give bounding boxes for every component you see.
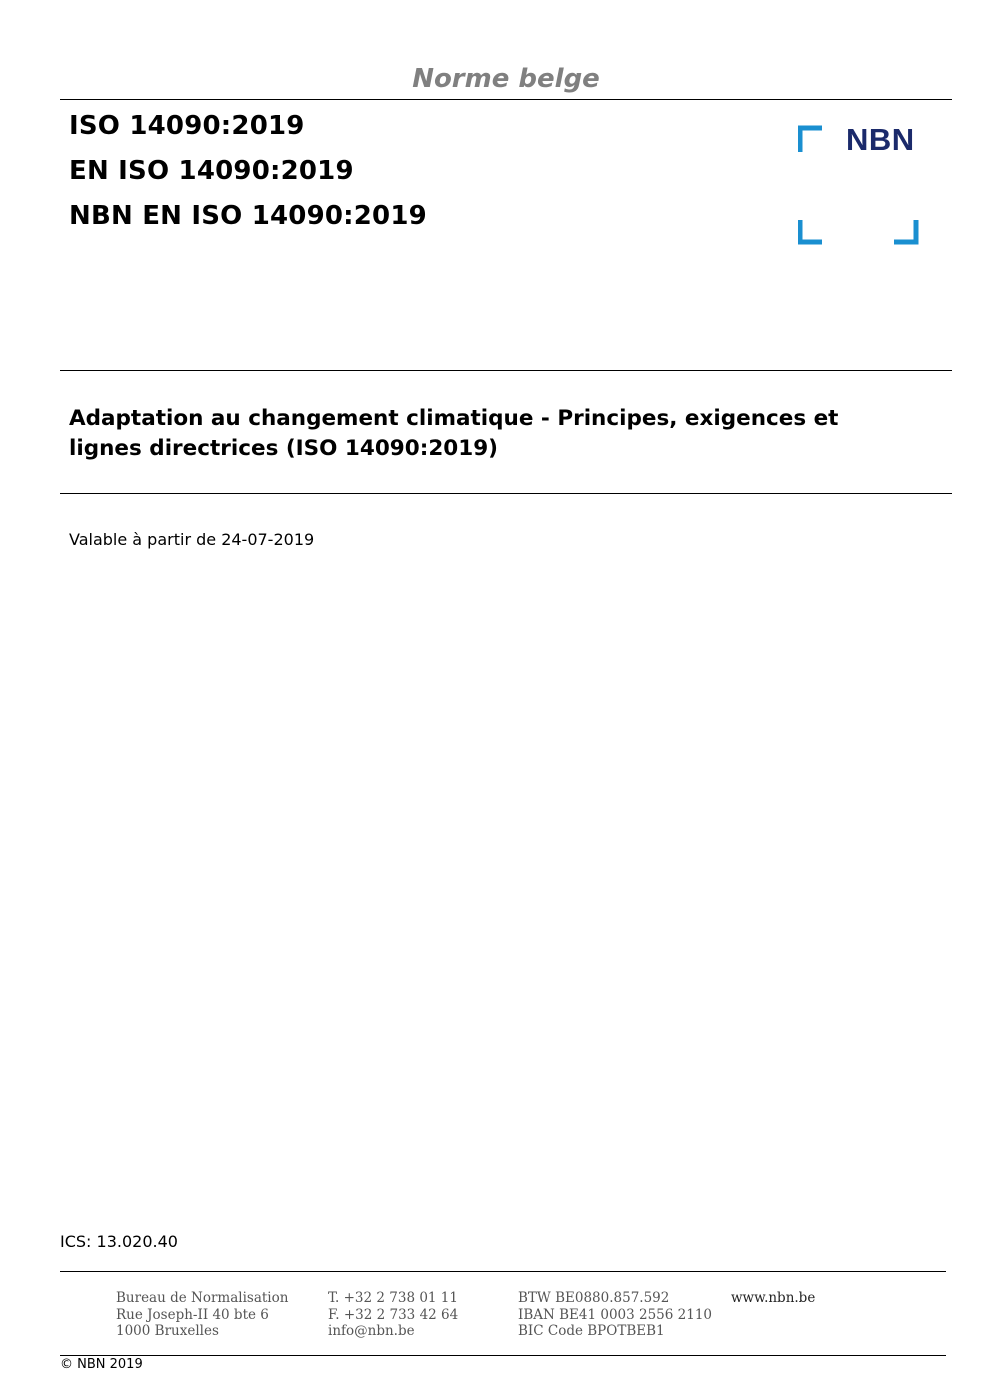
top-rule xyxy=(60,99,952,100)
footer-address xyxy=(116,1290,288,1340)
footer-email-link[interactable]: info@nbn.be xyxy=(328,1323,415,1339)
footer-top-rule xyxy=(60,1271,946,1272)
footer-vat: BTW BE0880.857.592 xyxy=(518,1290,670,1306)
ics-code: ICS: 13.020.40 xyxy=(60,1232,178,1251)
footer-bottom-rule xyxy=(60,1355,946,1356)
footer-iban: IBAN BE41 0003 2556 2110 xyxy=(518,1306,713,1323)
document-type-label: Norme belge xyxy=(412,64,600,94)
footer-address-line: Rue Joseph-II 40 bte 6 xyxy=(116,1306,269,1323)
footer-bic: BIC Code BPOTBEB1 xyxy=(518,1323,665,1339)
document-title xyxy=(69,404,929,464)
title-line-1: Adaptation au changement climatique - Principes, exigences et xyxy=(69,406,839,431)
copyright: © NBN 2019 xyxy=(60,1357,143,1372)
nbn-logo xyxy=(798,124,920,248)
footer-fax: F. +32 2 733 42 64 xyxy=(328,1306,459,1323)
footer-website-link[interactable]: www.nbn.be xyxy=(731,1290,816,1306)
title-line-2: lignes directrices (ISO 14090:2019) xyxy=(69,436,498,461)
standard-en-iso: EN ISO 14090:2019 xyxy=(69,156,354,186)
logo-corner-top-left xyxy=(800,128,822,152)
logo-corner-bottom-left xyxy=(800,220,822,242)
logo-text: NBN xyxy=(846,122,915,157)
footer-phone: T. +32 2 738 01 11 xyxy=(328,1290,458,1306)
footer-address-line: Bureau de Normalisation xyxy=(116,1290,289,1306)
logo-corner-bottom-right xyxy=(894,220,916,242)
footer-contact xyxy=(328,1290,458,1340)
footer-bank xyxy=(518,1290,712,1340)
title-top-rule xyxy=(60,370,952,371)
standard-iso: ISO 14090:2019 xyxy=(69,111,305,141)
title-bottom-rule xyxy=(60,493,952,494)
footer-address-line: 1000 Bruxelles xyxy=(116,1323,219,1339)
validity-date: Valable à partir de 24-07-2019 xyxy=(69,530,315,549)
standard-nbn-en-iso: NBN EN ISO 14090:2019 xyxy=(69,201,427,231)
